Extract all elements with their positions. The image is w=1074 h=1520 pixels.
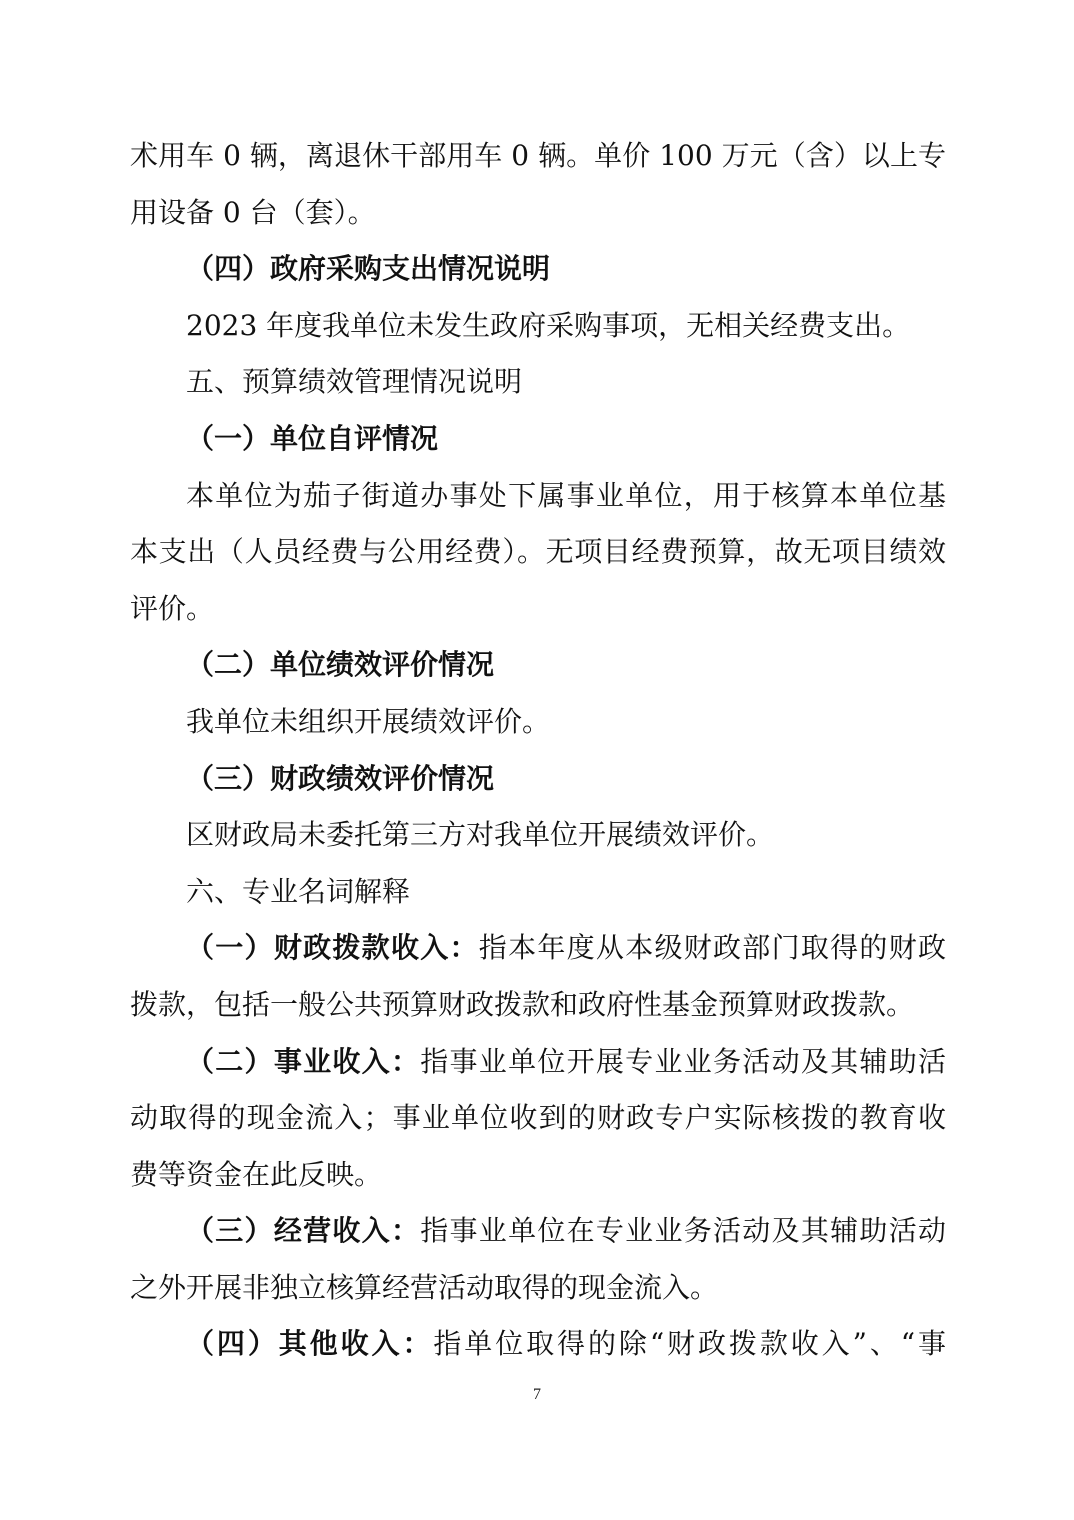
body-text-line: 用设备 0 台（套）。 bbox=[130, 195, 376, 229]
definition-term: （二）事业收入： bbox=[186, 1044, 421, 1078]
definition-term: （三）经营收入： bbox=[186, 1214, 421, 1248]
definition-line bbox=[130, 920, 946, 977]
definition-line: 动取得的现金流入；事业单位收到的财政专户实际核拨的教育收 bbox=[130, 1101, 946, 1135]
definition-line: 拨款，包括一般公共预算财政拨款和政府性基金预算财政拨款。 bbox=[130, 987, 915, 1021]
subsection-heading: （二）单位绩效评价情况 bbox=[186, 648, 495, 682]
definition-line bbox=[130, 1034, 946, 1091]
section-heading: 五、预算绩效管理情况说明 bbox=[186, 365, 523, 399]
paragraph-line: 2023 年度我单位未发生政府采购事项，无相关经费支出。 bbox=[186, 308, 911, 342]
body-text-line: 术用车 0 辆，离退休干部用车 0 辆。单价 100 万元（含）以上专 bbox=[130, 139, 946, 172]
definition-line: 之外开展非独立核算经营活动取得的现金流入。 bbox=[130, 1270, 719, 1304]
subsection-heading: （三）财政绩效评价情况 bbox=[186, 761, 495, 795]
definition-text: 指事业单位在专业业务活动及其辅助活动 bbox=[420, 1214, 946, 1248]
definition-term: （一）财政拨款收入： bbox=[186, 931, 479, 965]
definition-text: 指事业单位开展专业业务活动及其辅助活 bbox=[420, 1044, 946, 1078]
subsection-heading: （一）单位自评情况 bbox=[186, 421, 439, 455]
paragraph-line: 评价。 bbox=[130, 591, 215, 625]
paragraph-line: 区财政局未委托第三方对我单位开展绩效评价。 bbox=[186, 818, 775, 852]
definition-line bbox=[130, 1316, 946, 1373]
paragraph-line: 我单位未组织开展绩效评价。 bbox=[186, 704, 551, 738]
paragraph-line: 本支出（人员经费与公用经费）。无项目经费预算，故无项目绩效 bbox=[130, 535, 946, 569]
definition-text: 指本年度从本级财政部门取得的财政 bbox=[478, 931, 946, 965]
definition-line bbox=[130, 1203, 946, 1260]
definition-text: 指单位取得的除“财政拨款收入”、“事 bbox=[433, 1327, 946, 1361]
definition-term: （四）其他收入： bbox=[186, 1327, 434, 1361]
page-number: 7 bbox=[533, 1386, 541, 1403]
definition-line: 费等资金在此反映。 bbox=[130, 1157, 383, 1191]
section-heading: （四）政府采购支出情况说明 bbox=[186, 252, 551, 286]
document-body bbox=[130, 128, 946, 1373]
section-heading: 六、专业名词解释 bbox=[186, 874, 411, 908]
paragraph-line: 本单位为茄子街道办事处下属事业单位，用于核算本单位基 bbox=[186, 478, 946, 512]
